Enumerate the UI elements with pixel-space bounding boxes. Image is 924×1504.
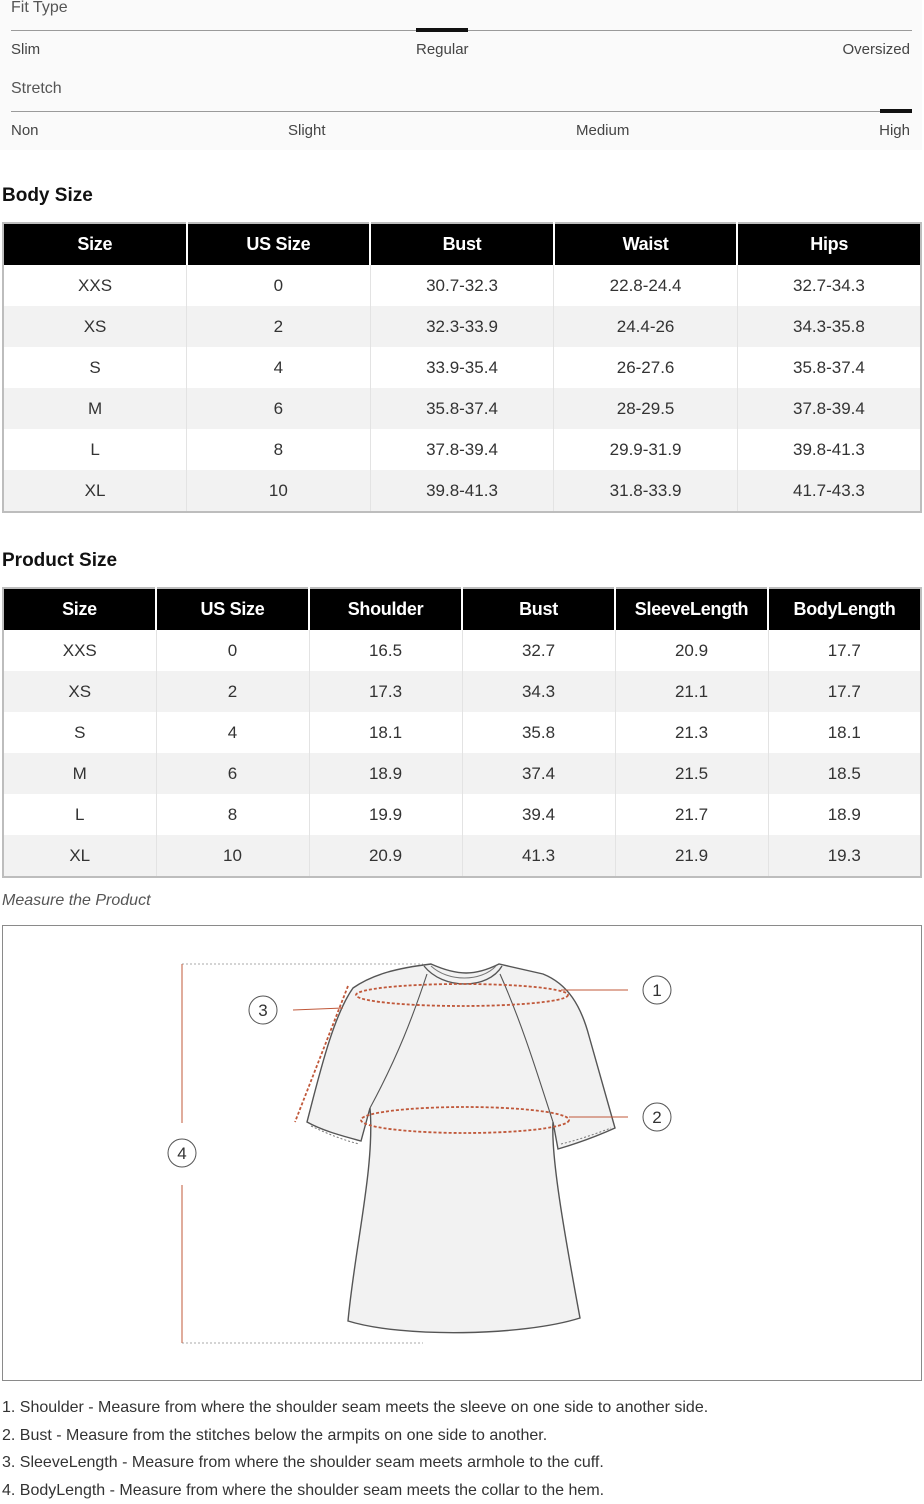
table-cell: 39.8-41.3	[737, 429, 921, 470]
table-cell: 34.3	[462, 671, 615, 712]
table-cell: 33.9-35.4	[370, 347, 554, 388]
table-cell: 6	[187, 388, 371, 429]
table-cell: 20.9	[309, 835, 462, 877]
table-cell: S	[3, 347, 187, 388]
product-size-table	[2, 587, 922, 878]
note-body-length: 4. BodyLength - Measure from where the shoulder seam meets the collar to the hem.	[2, 1477, 708, 1504]
table-cell: 21.9	[615, 835, 768, 877]
table-cell: 17.3	[309, 671, 462, 712]
table-cell: 20.9	[615, 630, 768, 671]
fit-scale-panel	[0, 0, 922, 150]
table-cell: 17.7	[768, 671, 921, 712]
table-row	[3, 347, 921, 388]
table-cell: 18.5	[768, 753, 921, 794]
table-cell: 35.8-37.4	[370, 388, 554, 429]
stretch-track	[11, 111, 912, 112]
table-cell: 21.1	[615, 671, 768, 712]
fit-type-label-oversized: Oversized	[842, 41, 910, 58]
table-cell: XS	[3, 671, 156, 712]
body-size-table	[2, 222, 922, 513]
note-sleeve-length: 3. SleeveLength - Measure from where the shoulder seam meets armhole to the cuff.	[2, 1449, 708, 1477]
table-row	[3, 388, 921, 429]
stretch-title: Stretch	[11, 80, 62, 98]
table-cell: 37.8-39.4	[737, 388, 921, 429]
body-size-title: Body Size	[2, 185, 93, 207]
column-header: Hips	[737, 223, 921, 265]
table-row	[3, 630, 921, 671]
table-cell: 31.8-33.9	[554, 470, 738, 512]
table-cell: 8	[187, 429, 371, 470]
table-cell: 6	[156, 753, 309, 794]
table-cell: L	[3, 794, 156, 835]
table-cell: XXS	[3, 630, 156, 671]
table-cell: 24.4-26	[554, 306, 738, 347]
table-cell: 16.5	[309, 630, 462, 671]
fit-type-label-slim: Slim	[11, 41, 40, 58]
table-row	[3, 794, 921, 835]
tshirt-illustration	[3, 926, 921, 1380]
table-cell: 18.9	[309, 753, 462, 794]
callout-4-label: 4	[177, 1144, 186, 1163]
product-size-title: Product Size	[2, 550, 117, 572]
table-cell: 41.3	[462, 835, 615, 877]
table-cell: 18.1	[768, 712, 921, 753]
table-cell: 39.4	[462, 794, 615, 835]
table-cell: 32.7-34.3	[737, 265, 921, 306]
table-cell: M	[3, 753, 156, 794]
table-cell: XXS	[3, 265, 187, 306]
table-row	[3, 671, 921, 712]
table-cell: 21.7	[615, 794, 768, 835]
table-cell: 34.3-35.8	[737, 306, 921, 347]
column-header: BodyLength	[768, 588, 921, 630]
column-header: US Size	[187, 223, 371, 265]
fit-type-label-regular: Regular	[416, 41, 469, 58]
table-cell: M	[3, 388, 187, 429]
table-cell: 21.3	[615, 712, 768, 753]
table-cell: 2	[187, 306, 371, 347]
table-cell: 35.8-37.4	[737, 347, 921, 388]
stretch-label-medium: Medium	[576, 122, 629, 139]
table-cell: 2	[156, 671, 309, 712]
table-cell: 0	[187, 265, 371, 306]
table-row	[3, 835, 921, 877]
column-header: Size	[3, 588, 156, 630]
stretch-label-non: Non	[11, 122, 39, 139]
table-cell: 10	[156, 835, 309, 877]
table-cell: 18.1	[309, 712, 462, 753]
table-cell: 18.9	[768, 794, 921, 835]
table-header-row	[3, 223, 921, 265]
table-cell: L	[3, 429, 187, 470]
column-header: SleeveLength	[615, 588, 768, 630]
table-cell: 19.9	[309, 794, 462, 835]
table-row	[3, 429, 921, 470]
fit-type-title: Fit Type	[11, 0, 68, 17]
measurement-notes	[2, 1394, 708, 1504]
measurement-diagram	[2, 925, 922, 1381]
table-cell: 29.9-31.9	[554, 429, 738, 470]
table-cell: 35.8	[462, 712, 615, 753]
column-header: Size	[3, 223, 187, 265]
table-cell: 4	[156, 712, 309, 753]
table-cell: 17.7	[768, 630, 921, 671]
table-cell: 10	[187, 470, 371, 512]
column-header: Waist	[554, 223, 738, 265]
table-cell: 8	[156, 794, 309, 835]
table-cell: S	[3, 712, 156, 753]
table-cell: XL	[3, 835, 156, 877]
column-header: US Size	[156, 588, 309, 630]
tshirt-body	[307, 964, 615, 1333]
stretch-label-high: High	[879, 122, 910, 139]
note-bust: 2. Bust - Measure from the stitches below the armpits on one side to another.	[2, 1422, 708, 1450]
table-row	[3, 712, 921, 753]
table-cell: 19.3	[768, 835, 921, 877]
note-shoulder: 1. Shoulder - Measure from where the shoulder seam meets the sleeve on one side to another side.	[2, 1394, 708, 1422]
table-cell: 21.5	[615, 753, 768, 794]
column-header: Bust	[370, 223, 554, 265]
callout-2-label: 2	[652, 1108, 661, 1127]
table-cell: 39.8-41.3	[370, 470, 554, 512]
fit-type-marker	[416, 28, 468, 32]
table-header-row	[3, 588, 921, 630]
column-header: Shoulder	[309, 588, 462, 630]
table-cell: 32.3-33.9	[370, 306, 554, 347]
column-header: Bust	[462, 588, 615, 630]
table-cell: 26-27.6	[554, 347, 738, 388]
callout-3-label: 3	[258, 1001, 267, 1020]
table-row	[3, 470, 921, 512]
table-cell: 41.7-43.3	[737, 470, 921, 512]
callout-3-leader	[293, 1008, 343, 1010]
measure-caption: Measure the Product	[2, 892, 151, 910]
table-cell: 32.7	[462, 630, 615, 671]
table-cell: 4	[187, 347, 371, 388]
table-cell: XS	[3, 306, 187, 347]
table-cell: 28-29.5	[554, 388, 738, 429]
table-cell: 22.8-24.4	[554, 265, 738, 306]
table-cell: 30.7-32.3	[370, 265, 554, 306]
table-cell: 0	[156, 630, 309, 671]
table-row	[3, 306, 921, 347]
table-row	[3, 753, 921, 794]
stretch-label-slight: Slight	[288, 122, 326, 139]
stretch-marker	[880, 109, 912, 113]
table-row	[3, 265, 921, 306]
table-cell: XL	[3, 470, 187, 512]
table-cell: 37.4	[462, 753, 615, 794]
table-cell: 37.8-39.4	[370, 429, 554, 470]
callout-1-label: 1	[652, 981, 661, 1000]
